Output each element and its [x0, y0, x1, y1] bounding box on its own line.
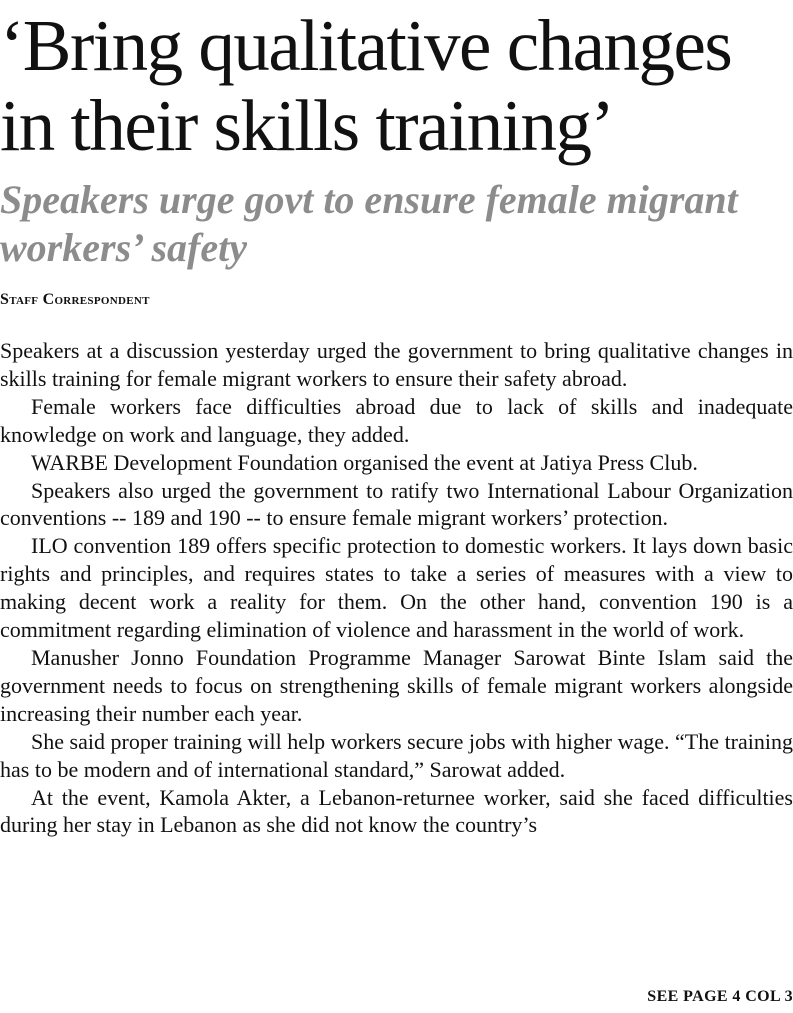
paragraph: Speakers also urged the government to ratify two International Labour Organization conventions -- 189 and 190 -- to ensure female migrant workers’ protection. — [0, 477, 793, 531]
paragraph: At the event, Kamola Akter, a Lebanon-returnee worker, said she faced difficulties during her stay in Lebanon as she did not know the country’s — [0, 784, 793, 838]
byline: Staff Correspondent — [0, 291, 150, 308]
subheadline: Speakers urge govt to ensure female migrant workers’ safety — [0, 177, 738, 270]
paragraph: Manusher Jonno Foundation Programme Manager Sarowat Binte Islam said the government needs to focus on strengthening skills of female migrant workers alongside increasing their number each year. — [0, 644, 793, 726]
paragraph: She said proper training will help workers secure jobs with higher wage. “The training has to be modern and of international standard,” Sarowat added. — [0, 728, 793, 782]
paragraph: Speakers at a discussion yesterday urged the government to bring qualitative changes in skills training for female migrant workers to ensure their safety abroad. — [0, 338, 793, 391]
article-body — [0, 337, 793, 839]
paragraph: WARBE Development Foundation organised the event at Jatiya Press Club. — [31, 449, 698, 475]
continuation-jump-line: SEE PAGE 4 COL 3 — [647, 988, 793, 1005]
headline: ‘Bring qualitative changes in their skills training’ — [0, 5, 732, 166]
paragraph: Female workers face difficulties abroad due to lack of skills and inadequate knowledge on work and language, they added. — [0, 393, 793, 447]
paragraph: ILO convention 189 offers specific protection to domestic workers. It lays down basic rights and principles, and requires states to take a series of measures with a view to making decent work a reality for them. On the other hand, convention 190 is a commitment regarding elimination of violence and harassment in the world of work. — [0, 533, 793, 643]
